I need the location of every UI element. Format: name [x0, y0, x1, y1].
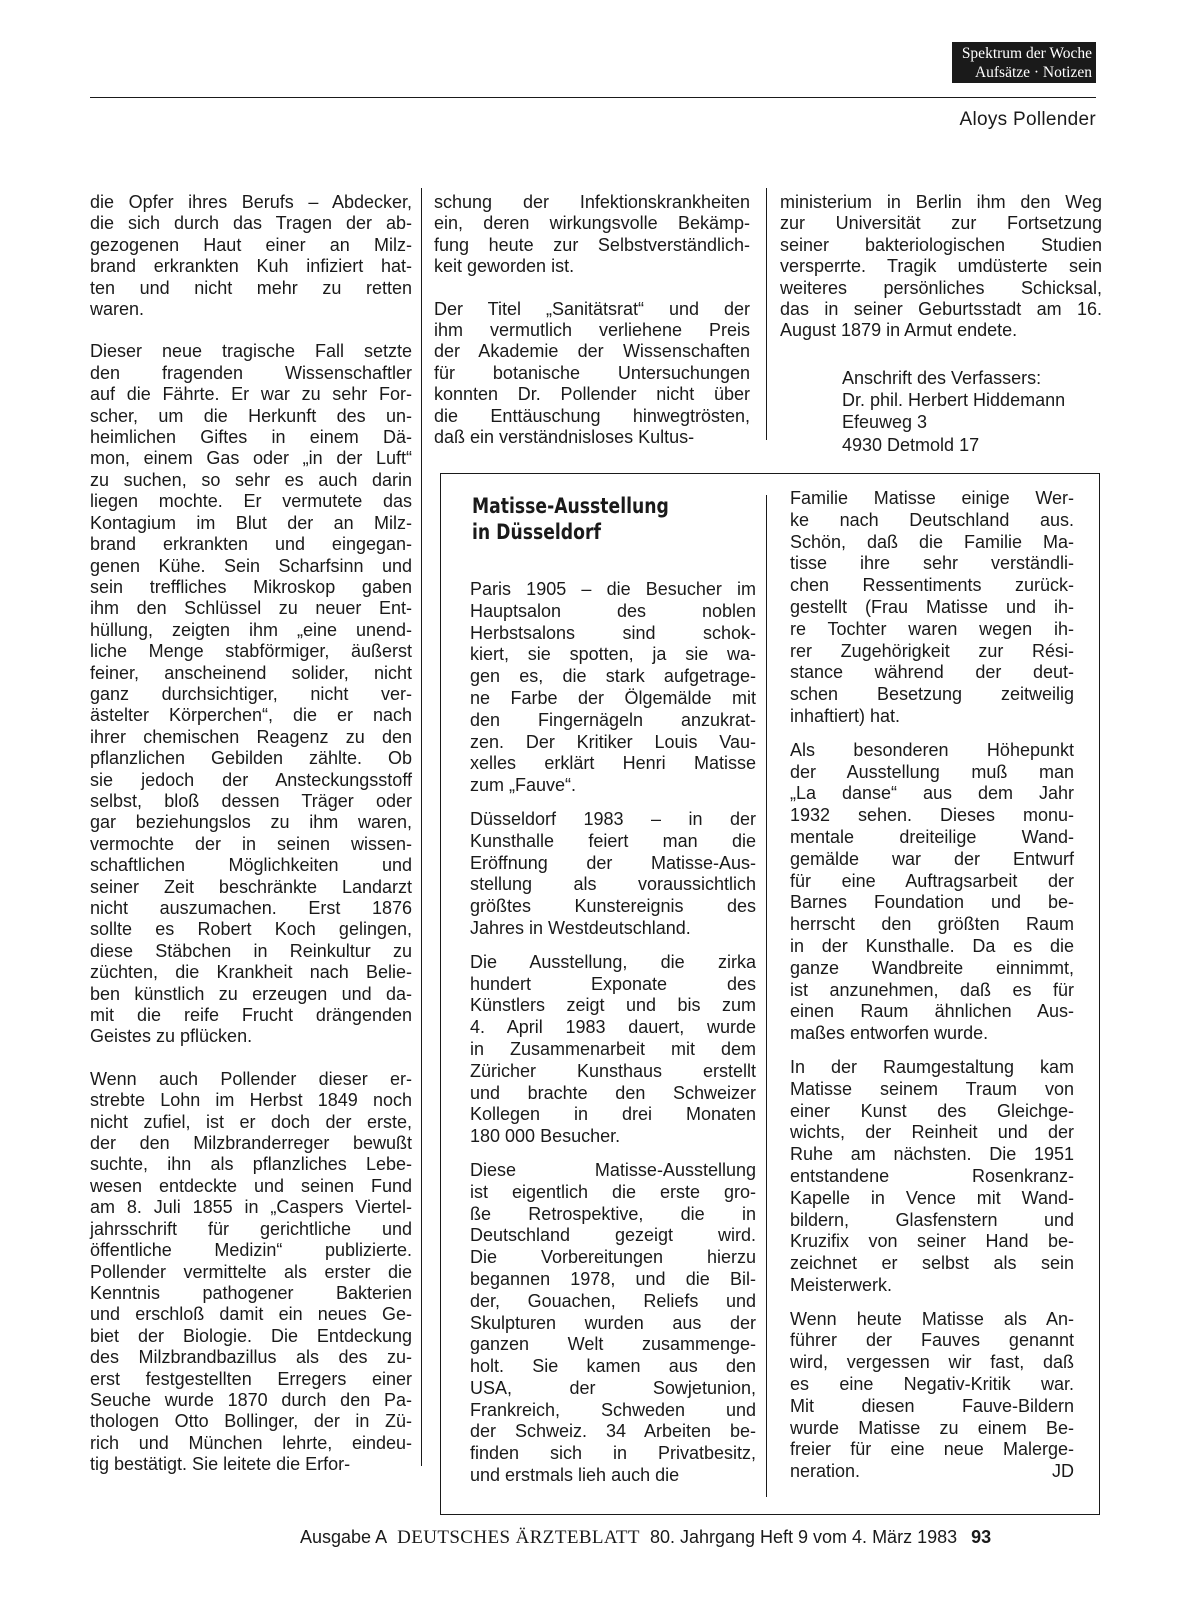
text-line: Dieser neue tragische Fall setzte	[90, 341, 412, 362]
text-line: Ruhe am nächsten. Die 1951	[790, 1144, 1074, 1165]
text-line: konnten Dr. Pollender nicht über	[434, 384, 750, 405]
text-line: Kollegen in drei Monaten	[470, 1104, 756, 1125]
text-line: weiteres persönliches Schicksal,	[780, 277, 1102, 298]
text-line: zen. Der Kritiker Louis Vau-	[470, 731, 756, 752]
text-line: ihm vermutlich verliehene Preis	[434, 320, 750, 341]
paragraph	[780, 192, 1102, 342]
text-line: erst festgestellten Erregers einer	[90, 1368, 412, 1389]
text-line: Herbstsalons sind schok-	[470, 622, 756, 643]
paragraph	[90, 1069, 412, 1476]
text-line: Hauptsalon des noblen	[470, 600, 756, 621]
text-line: Seuche wurde 1870 durch den Pa-	[90, 1389, 412, 1410]
text-line: wird, vergessen wir fast, daß	[790, 1352, 1074, 1373]
text-line: holt. Sie kamen aus den	[470, 1356, 756, 1377]
text-line: Mit diesen Fauve-Bildern	[790, 1395, 1074, 1416]
paragraph	[790, 1309, 1074, 1483]
text-line: Paris 1905 – die Besucher im	[470, 579, 756, 599]
text-line: Als besonderen Höhepunkt	[790, 739, 1074, 760]
text-line: brand erkrankten Kuh infiziert hat-	[90, 256, 412, 277]
text-line: gen es, die stark aufgetrage-	[470, 666, 756, 687]
text-line: Kontagium im Blut der an Milz-	[90, 512, 412, 533]
text-line: „La danse“ aus dem Jahr	[790, 783, 1074, 804]
signature: JD	[1052, 1461, 1074, 1482]
text-line: xelles erklärt Henri Matisse	[470, 753, 756, 774]
text-line: stance während der deut-	[790, 662, 1074, 683]
text-line: nicht zufiel, ist er doch der erste,	[90, 1111, 412, 1132]
text-line: Wenn heute Matisse als An-	[790, 1308, 1074, 1329]
text-line: gar beziehungslos zu ihm waren,	[90, 812, 412, 833]
text-line: Kenntnis pathogener Bakterien	[90, 1282, 412, 1303]
paragraph	[790, 1057, 1074, 1297]
text-line: wesen entdeckte und seinen Fund	[90, 1175, 412, 1196]
text-line: Wenn auch Pollender dieser er-	[90, 1068, 412, 1089]
text-line: der, Gouachen, Reliefs und	[470, 1290, 756, 1311]
text-line: der Akademie der Wissenschaften	[434, 341, 750, 362]
text-line: in Zusammenarbeit mit dem	[470, 1038, 756, 1059]
text-line: und erstmals lieh auch die	[470, 1465, 680, 1486]
text-line: für botanische Untersuchungen	[434, 362, 750, 383]
column-divider	[766, 188, 767, 440]
text-line: der Ausstellung muß man	[790, 761, 1074, 782]
text-line: sein treffliches Mikroskop gaben	[90, 576, 412, 597]
text-line: re Tochter waren wegen ih-	[790, 618, 1074, 639]
text-line: gemälde war der Entwurf	[790, 848, 1074, 869]
text-line: scher, um die Herkunft des un-	[90, 405, 412, 426]
text-line: die Opfer ihres Berufs – Abdecker,	[90, 192, 412, 212]
text-line: schaftlichen Möglichkeiten und	[90, 855, 412, 876]
text-line: chen Ressentiments zurück-	[790, 575, 1074, 596]
text-line: keit geworden ist.	[434, 256, 575, 277]
text-line: fung heute zur Selbstverständlich-	[434, 234, 750, 255]
text-line: feiner, anscheinend solider, nicht	[90, 662, 412, 683]
paragraph	[90, 341, 412, 1047]
text-line: Kruzifix von seiner Hand be-	[790, 1231, 1074, 1252]
article-column-2	[434, 192, 750, 448]
text-line: das in seiner Geburtsstadt am 16.	[780, 299, 1102, 320]
text-line: Züricher Kunsthaus erstellt	[470, 1060, 756, 1081]
text-line: der Schweiz. 34 Arbeiten be-	[470, 1421, 756, 1442]
text-line: Kapelle in Vence mit Wand-	[790, 1187, 1074, 1208]
text-line: daß ein verständnisloses Kultus-	[434, 427, 695, 448]
section-tag-line2: Aufsätze · Notizen	[974, 64, 1092, 81]
text-line: thologen Otto Bollinger, der in Zü-	[90, 1411, 412, 1432]
sidebar-column-divider	[766, 495, 767, 1497]
text-line: Schön, daß die Familie Ma-	[790, 531, 1074, 552]
paragraph	[434, 299, 750, 449]
text-line: zu suchen, so sehr es auch darin	[90, 469, 412, 490]
text-line: mentale dreiteilige Wand-	[790, 826, 1074, 847]
text-line: Matisse seinem Traum von	[790, 1078, 1074, 1099]
text-line: zum „Fauve“.	[470, 775, 577, 796]
text-line: Familie Matisse einige Wer-	[790, 488, 1074, 508]
text-line: jahrsschrift für gerichtliche und	[90, 1218, 412, 1239]
text-line: des Milzbrandbazillus als des zu-	[90, 1347, 412, 1368]
text-line: schung der Infektionskrankheiten	[434, 192, 750, 212]
text-line: und erschloß damit ein neues Ge-	[90, 1304, 412, 1325]
text-line: USA, der Sowjetunion,	[470, 1377, 756, 1398]
text-line: für eine Auftragsarbeit der	[790, 870, 1074, 891]
text-line: Meisterwerk.	[790, 1274, 893, 1295]
section-tag	[952, 42, 1096, 83]
text-line: nicht auszumachen. Erst 1876	[90, 898, 412, 918]
text-line: Pollender vermittelte als erster die	[90, 1261, 412, 1282]
header-rule	[90, 97, 1096, 98]
footer-edition: Ausgabe A	[300, 1527, 388, 1547]
text-line: hundert Exponate des	[470, 973, 756, 994]
text-line: selbst, bloß dessen Träger oder	[90, 790, 412, 811]
text-line: den fragenden Wissenschaftler	[90, 362, 412, 383]
text-line: Jahres in Westdeutschland.	[470, 917, 691, 938]
text-line: genen Kühe. Sein Scharfsinn und	[90, 555, 412, 576]
paragraph	[90, 192, 412, 320]
paragraph	[470, 1160, 756, 1487]
text-line: ihm den Schlüssel zu neuer Ent-	[90, 598, 412, 619]
text-line: ihrer chemischen Reagenz zu den	[90, 726, 412, 747]
paragraph	[470, 809, 756, 940]
text-line: vermochte der in seinen wissen-	[90, 833, 412, 854]
address-line: Dr. phil. Herbert Hiddemann	[842, 390, 1066, 411]
text-line: auf die Fährte. Er war zu sehr For-	[90, 384, 412, 405]
text-line: ße Retrospektive, die in	[470, 1203, 756, 1224]
text-line: ganzen Welt zusammenge-	[470, 1334, 756, 1355]
text-line: den Fingernägeln anzukrat-	[470, 709, 756, 730]
article-author: Aloys Pollender	[959, 109, 1096, 130]
text-line: waren.	[90, 299, 145, 320]
text-line: wichts, der Reinheit und der	[790, 1122, 1074, 1143]
text-line: tisse ihre sehr verständli-	[790, 553, 1074, 574]
text-line: diese Stäbchen in Reinkultur zu	[90, 940, 412, 961]
text-line: neration. JD	[790, 1461, 1074, 1482]
text-line: züchten, die Krankheit nach Belie-	[90, 962, 412, 983]
text-line: Der Titel „Sanitätsrat“ und der	[434, 298, 750, 319]
text-line: Eröffnung der Matisse-Aus-	[470, 852, 756, 873]
text-line: zur Universität zur Fortsetzung	[780, 213, 1102, 234]
text-line: gezogenen Haut einer an Milz-	[90, 234, 412, 255]
text-line: am 8. Juli 1855 in „Caspers Viertel-	[90, 1197, 412, 1218]
text-line: bildern, Glasfenstern und	[790, 1209, 1074, 1230]
text-line: Diese Matisse-Ausstellung	[470, 1159, 756, 1180]
text-line: sie jedoch der Ansteckungsstoff	[90, 769, 412, 790]
text-line: und brachte den Schweizer	[470, 1082, 756, 1103]
text-line: ke nach Deutschland aus.	[790, 509, 1074, 530]
sidebar-column-1	[470, 579, 756, 1487]
page-footer	[300, 1525, 1080, 1550]
sidebar-column-2	[790, 488, 1074, 1483]
text-line: Düsseldorf 1983 – in der	[470, 808, 756, 829]
text-line: freier für eine neue Malerge-	[790, 1439, 1074, 1460]
article-column-1	[90, 192, 412, 1476]
text-line: 1932 sehen. Dieses monu-	[790, 805, 1074, 826]
text-line: einen Raum ähnlichen Aus-	[790, 1001, 1074, 1022]
text-line: sollte es Robert Koch gelingen,	[90, 919, 412, 940]
text-line: liche Menge stabförmiger, äußerst	[90, 641, 412, 662]
text-line: biet der Biologie. Die Entdeckung	[90, 1325, 412, 1346]
text-line: strebte Lohn im Herbst 1849 noch	[90, 1090, 412, 1111]
text-line: suchte, ihn als pflanzliches Lebe-	[90, 1154, 412, 1175]
text-line: größtes Kunstereignis des	[470, 896, 756, 917]
sidebar-title-line: in Düsseldorf	[472, 520, 601, 544]
text-line: der den Milzbranderreger bewußt	[90, 1133, 412, 1154]
text-line: Deutschland gezeigt wird.	[470, 1225, 756, 1246]
text-line: ist anzunehmen, daß es für	[790, 979, 1074, 1000]
text-line: ganze Wandbreite einnimmt,	[790, 957, 1074, 978]
text-line: die sich durch das Tragen der ab-	[90, 213, 412, 234]
paragraph	[790, 488, 1074, 728]
text-line: liegen mochte. Er vermutete das	[90, 491, 412, 512]
text-line: ein, deren wirkungsvolle Bekämp-	[434, 213, 750, 234]
text-line: rer Zugehörigkeit zur Rési-	[790, 640, 1074, 661]
footer-journal: DEUTSCHES ÄRZTEBLATT	[397, 1527, 640, 1548]
text-line: schen Besetzung zeitweilig	[790, 684, 1074, 705]
text-line: seiner Zeit beschränkte Landarzt	[90, 876, 412, 897]
text-line: Barnes Foundation und be-	[790, 892, 1074, 913]
text-line: mon, einem Gas oder „in der Luft“	[90, 448, 412, 469]
text-line: hüllung, zeigten ihm „eine unend-	[90, 619, 412, 640]
text-line: es eine Negativ-Kritik war.	[790, 1374, 1074, 1395]
author-address	[842, 367, 1065, 456]
text-line: führer der Fauves genannt	[790, 1330, 1074, 1351]
page-number: 93	[971, 1527, 992, 1547]
text-line: Die Ausstellung, die zirka	[470, 951, 756, 972]
text-line: ben künstlich zu erzeugen und da-	[90, 983, 412, 1004]
sidebar-title-line: Matisse-Ausstellung	[472, 494, 669, 518]
text-line: finden sich in Privatbesitz,	[470, 1443, 756, 1464]
text-line: Skulpturen wurden aus der	[470, 1312, 756, 1333]
article-column-3	[780, 192, 1102, 342]
text-line: pflanzlichen Gebilden zählte. Ob	[90, 748, 412, 769]
text-line: 4. April 1983 dauert, wurde	[470, 1017, 756, 1038]
text-line: ne Farbe der Ölgemälde mit	[470, 687, 756, 708]
text-line: ist eigentlich die erste gro-	[470, 1181, 756, 1202]
text-line: entstandene Rosenkranz-	[790, 1165, 1074, 1186]
text-line: begannen 1978, und die Bil-	[470, 1268, 756, 1289]
text-line: ästelter Körperchen“, die er nach	[90, 705, 412, 726]
text-line: ministerium in Berlin ihm den Weg	[780, 192, 1102, 212]
text-line: kiert, sie spotten, ja sie wa-	[470, 644, 756, 665]
address-line: 4930 Detmold 17	[842, 434, 980, 455]
sidebar-title	[472, 493, 718, 545]
text-line: maßes entworfen wurde.	[790, 1023, 989, 1044]
address-line: Anschrift des Verfassers:	[842, 368, 1042, 388]
text-line: Kunsthalle feiert man die	[470, 830, 756, 851]
text-line: August 1879 in Armut endete.	[780, 320, 1018, 341]
text-line: seiner bakteriologischen Studien	[780, 234, 1102, 255]
text-line: einer Kunst des Gleichge-	[790, 1100, 1074, 1121]
text-line: herrscht den größten Raum	[790, 914, 1074, 935]
paragraph	[470, 952, 756, 1148]
address-line: Efeuweg 3	[842, 412, 928, 433]
text-line: in der Kunsthalle. Da es die	[790, 935, 1074, 956]
footer-issue: 80. Jahrgang Heft 9 vom 4. März 1983	[649, 1527, 958, 1547]
text-line: stellung als voraussichtlich	[470, 874, 756, 895]
text-line: ganz durchsichtiger, nicht ver-	[90, 683, 412, 704]
column-divider	[421, 188, 422, 1466]
text-line: zeichnet er selbst als sein	[790, 1253, 1074, 1274]
text-line: rich und München lehrte, eindeu-	[90, 1432, 412, 1453]
text-line: Die Vorbereitungen hierzu	[470, 1247, 756, 1268]
paragraph	[434, 192, 750, 278]
text-line: wurde Matisse zu einem Be-	[790, 1417, 1074, 1438]
text-line: ten und nicht mehr zu retten	[90, 277, 412, 298]
text-line: inhaftiert) hat.	[790, 705, 901, 726]
text-line: mit die reife Frucht drängenden	[90, 1005, 412, 1026]
text-line: Geistes zu pflücken.	[90, 1026, 253, 1047]
paragraph	[790, 740, 1074, 1045]
text-line: tig bestätigt. Sie leitete die Erfor-	[90, 1454, 351, 1475]
text-line: Künstlers zeigt und bis zum	[470, 995, 756, 1016]
text-line: 180 000 Besucher.	[470, 1126, 621, 1147]
text-line: Frankreich, Schweden und	[470, 1399, 756, 1420]
text-line: gestellt (Frau Matisse und ih-	[790, 596, 1074, 617]
text-line: heimlichen Giftes in einem Dä-	[90, 427, 412, 448]
paragraph	[470, 579, 756, 797]
section-tag-line1: Spektrum der Woche	[961, 45, 1092, 62]
text-line: öffentliche Medizin“ publizierte.	[90, 1240, 412, 1261]
text-line: brand erkrankten und eingegan-	[90, 534, 412, 555]
text-line: In der Raumgestaltung kam	[790, 1056, 1074, 1077]
text-line: die Enttäuschung hinwegtrösten,	[434, 405, 750, 426]
text-line: versperrte. Tragik umdüsterte sein	[780, 256, 1102, 277]
